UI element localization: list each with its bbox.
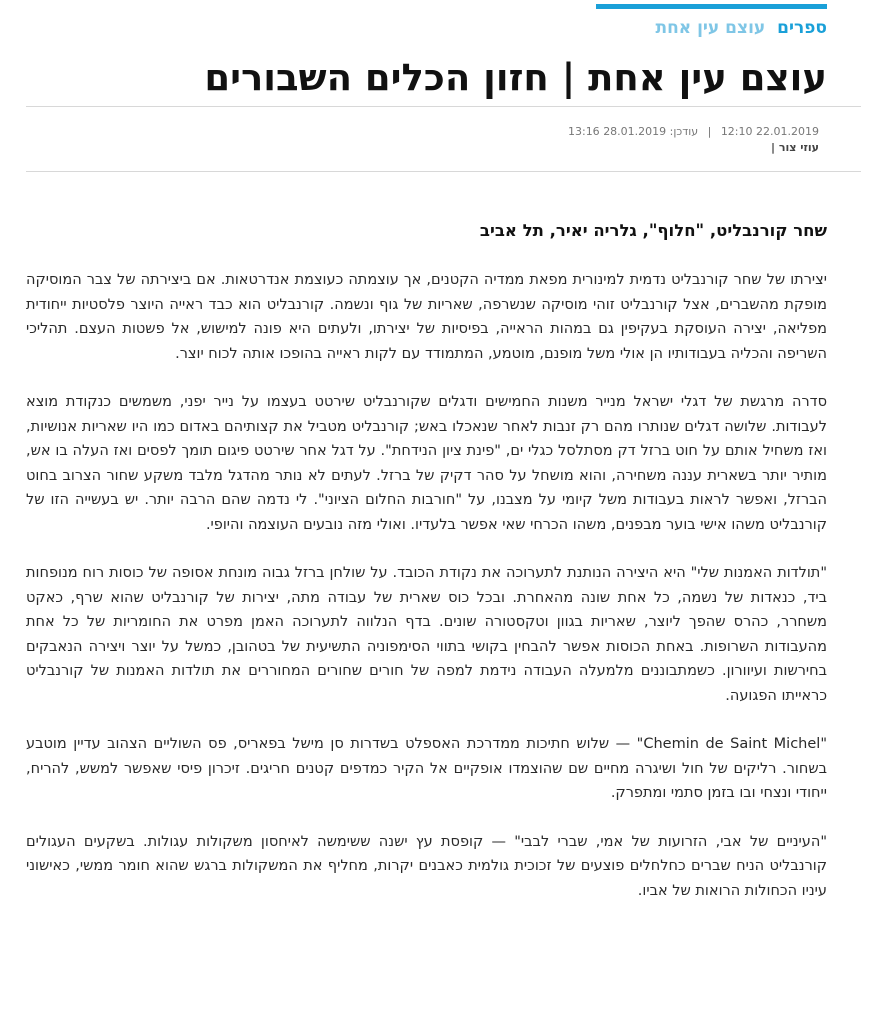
author-byline (771, 141, 819, 154)
breadcrumb-subsection-link[interactable]: עוצם עין אחת (655, 18, 766, 38)
author-name[interactable]: עוזי צור (778, 141, 819, 154)
article-body (26, 218, 827, 927)
author-separator: | (770, 141, 775, 154)
meta-divider (26, 171, 861, 172)
article-paragraph: יצירתו של שחר קורנבליט נדמית למינורית מפאת ממדיה הקטנים, אך עוצמתה כעוצמת אנדרטאות. אם ביצירתה של צבר המוסיקה מופקת מהשברים, אצל קורנבליט זוהי מוסיקה שנשרפה, שאריות של גוף ונשמה. קורנבליט הוא כבד ראייה היוצר פלסטיות ייחודית מפליאה, יצירה העוסקת בעקיפין גם במהות הראייה, בפיסיות של יצירתו, ולעתים היא פונה למישוש, אל פשטות העצם. תהליכי השריפה והכליה בעבודותיו הן אולי משל מופנם, מוטמע, המתמודד עם לקות ראייה בהופכו אותה לכוח יוצר. (26, 272, 827, 362)
updated-date: 28.01.2019 13:16 (567, 125, 667, 138)
published-date: 22.01.2019 12:10 (720, 125, 819, 138)
article-paragraph: "Chemin de Saint Michel" — שלוש חתיכות ממדרכת האספלט בשדרות סן מישל בפאריס, פס השוליים הצהוב עדיין מוטבע בשחור. רליקים של חול ושיגרה מחיים שם שהוצמדו אופקיים אל הקיר כמדפים קטנים חריגים. זיכרון פיסי שאפשר למשש, להריח, ייחודי ונצחי ובו בזמן סתמי ומתפרק. (26, 736, 827, 801)
article-paragraph: סדרה מרגשת של דגלי ישראל מנייר משנות החמישים ודגלים שקורנבליט שירטט בעצמו על נייר יפני, משמשים כנקודת מוצא לעבודות. שלושה דגלים שנותרו מהם רק זנבות לאחר שנאכלו באש; קורנבליט מטביל את קצותיהם באדום כמו היו שאריות אנושיות, ואז משחיל אותם על חוט ברזל דק מסתלסל כגלי ים, "פינת ציון הנידחת". על דגל אחר שירטט פיגום תומך לפסים ואז העלה בו אש, מותיר יותר בשארית עננה משחירה, והוא מושחל על סהר דקיק של ברזל. לעתים לא נותר מהדגל מלבד משקע שחור הצרוב בחוט הברזל, ואפשר לראות בעבודות משל קיומי על מצבנו, על "חורבות החלום הציוני". לי נדמה שהם הרבה יותר. יש בעשייה הזו של קורנבליט משהו אישי בוער מבפנים, משהו הכרחי שאי אפשר בלעדיו. ואולי מזה נובעים העוצמה והיופי. (26, 394, 827, 533)
article-subhead: שחר קורנבליט, "חלוף", גלריה יאיר, תל אביב (479, 221, 827, 240)
breadcrumb (655, 18, 827, 38)
article-paragraph: "העיניים של אבי, הזרועות של אמי, שברי לבבי" — קופסת עץ ישנה ששימשה לאיחסון משקולות עגולות. בשקעים העגולים קורנבליט הניח שברים כחלחלים פוצעים של זכוכית גולמית כאבנים יקרות, מחליף את המשקולות ברגש שהוא חומר ממשי, כאישוני עיניו הכחולות הרואות של אביו. (26, 833, 827, 899)
header-divider (26, 106, 861, 107)
article-meta (568, 125, 819, 138)
article-paragraph: "תולדות האמנות שלי" היא היצירה הנותנת לתערוכה את נקודת הכובד. על שולחן ברזל גבוה מונחת אסופה של כוסות רוח מנופחות ביד, כנאדות של נשמה, כל אחת שונה מהאחרת. ובכל כוס שארית של עבודה מתה, יצירות של קורנבליט שהוא שרף, כאקט משחרר, כהרס שהפך ליוצר, שאריות בגוון וטקסטורה שונים. בדף הנלווה לתערוכה האמן מפרט את החומריות של כל אחת מהעבודות השרופות. באחת הכוסות אפשר להבחין בקושי בתווי הסימפוניה התשיעית של בטהובן, כמשל על יוצר ויצירה הנאבקים בחירשות ועיוורון. כשמתבוננים מלמעלה העבודה נידמת למפה של חורים שחורים המחוררים את תולדות האמנות של קורנבליט כראייתו הפגועה. (26, 565, 827, 704)
breadcrumb-section-link[interactable]: ספרים (777, 18, 827, 38)
updated-label: עודכן: (669, 125, 699, 138)
article-headline: עוצם עין אחת | חזון הכלים השבורים (204, 56, 827, 99)
meta-separator: | (707, 125, 712, 138)
section-accent-bar (596, 4, 827, 9)
